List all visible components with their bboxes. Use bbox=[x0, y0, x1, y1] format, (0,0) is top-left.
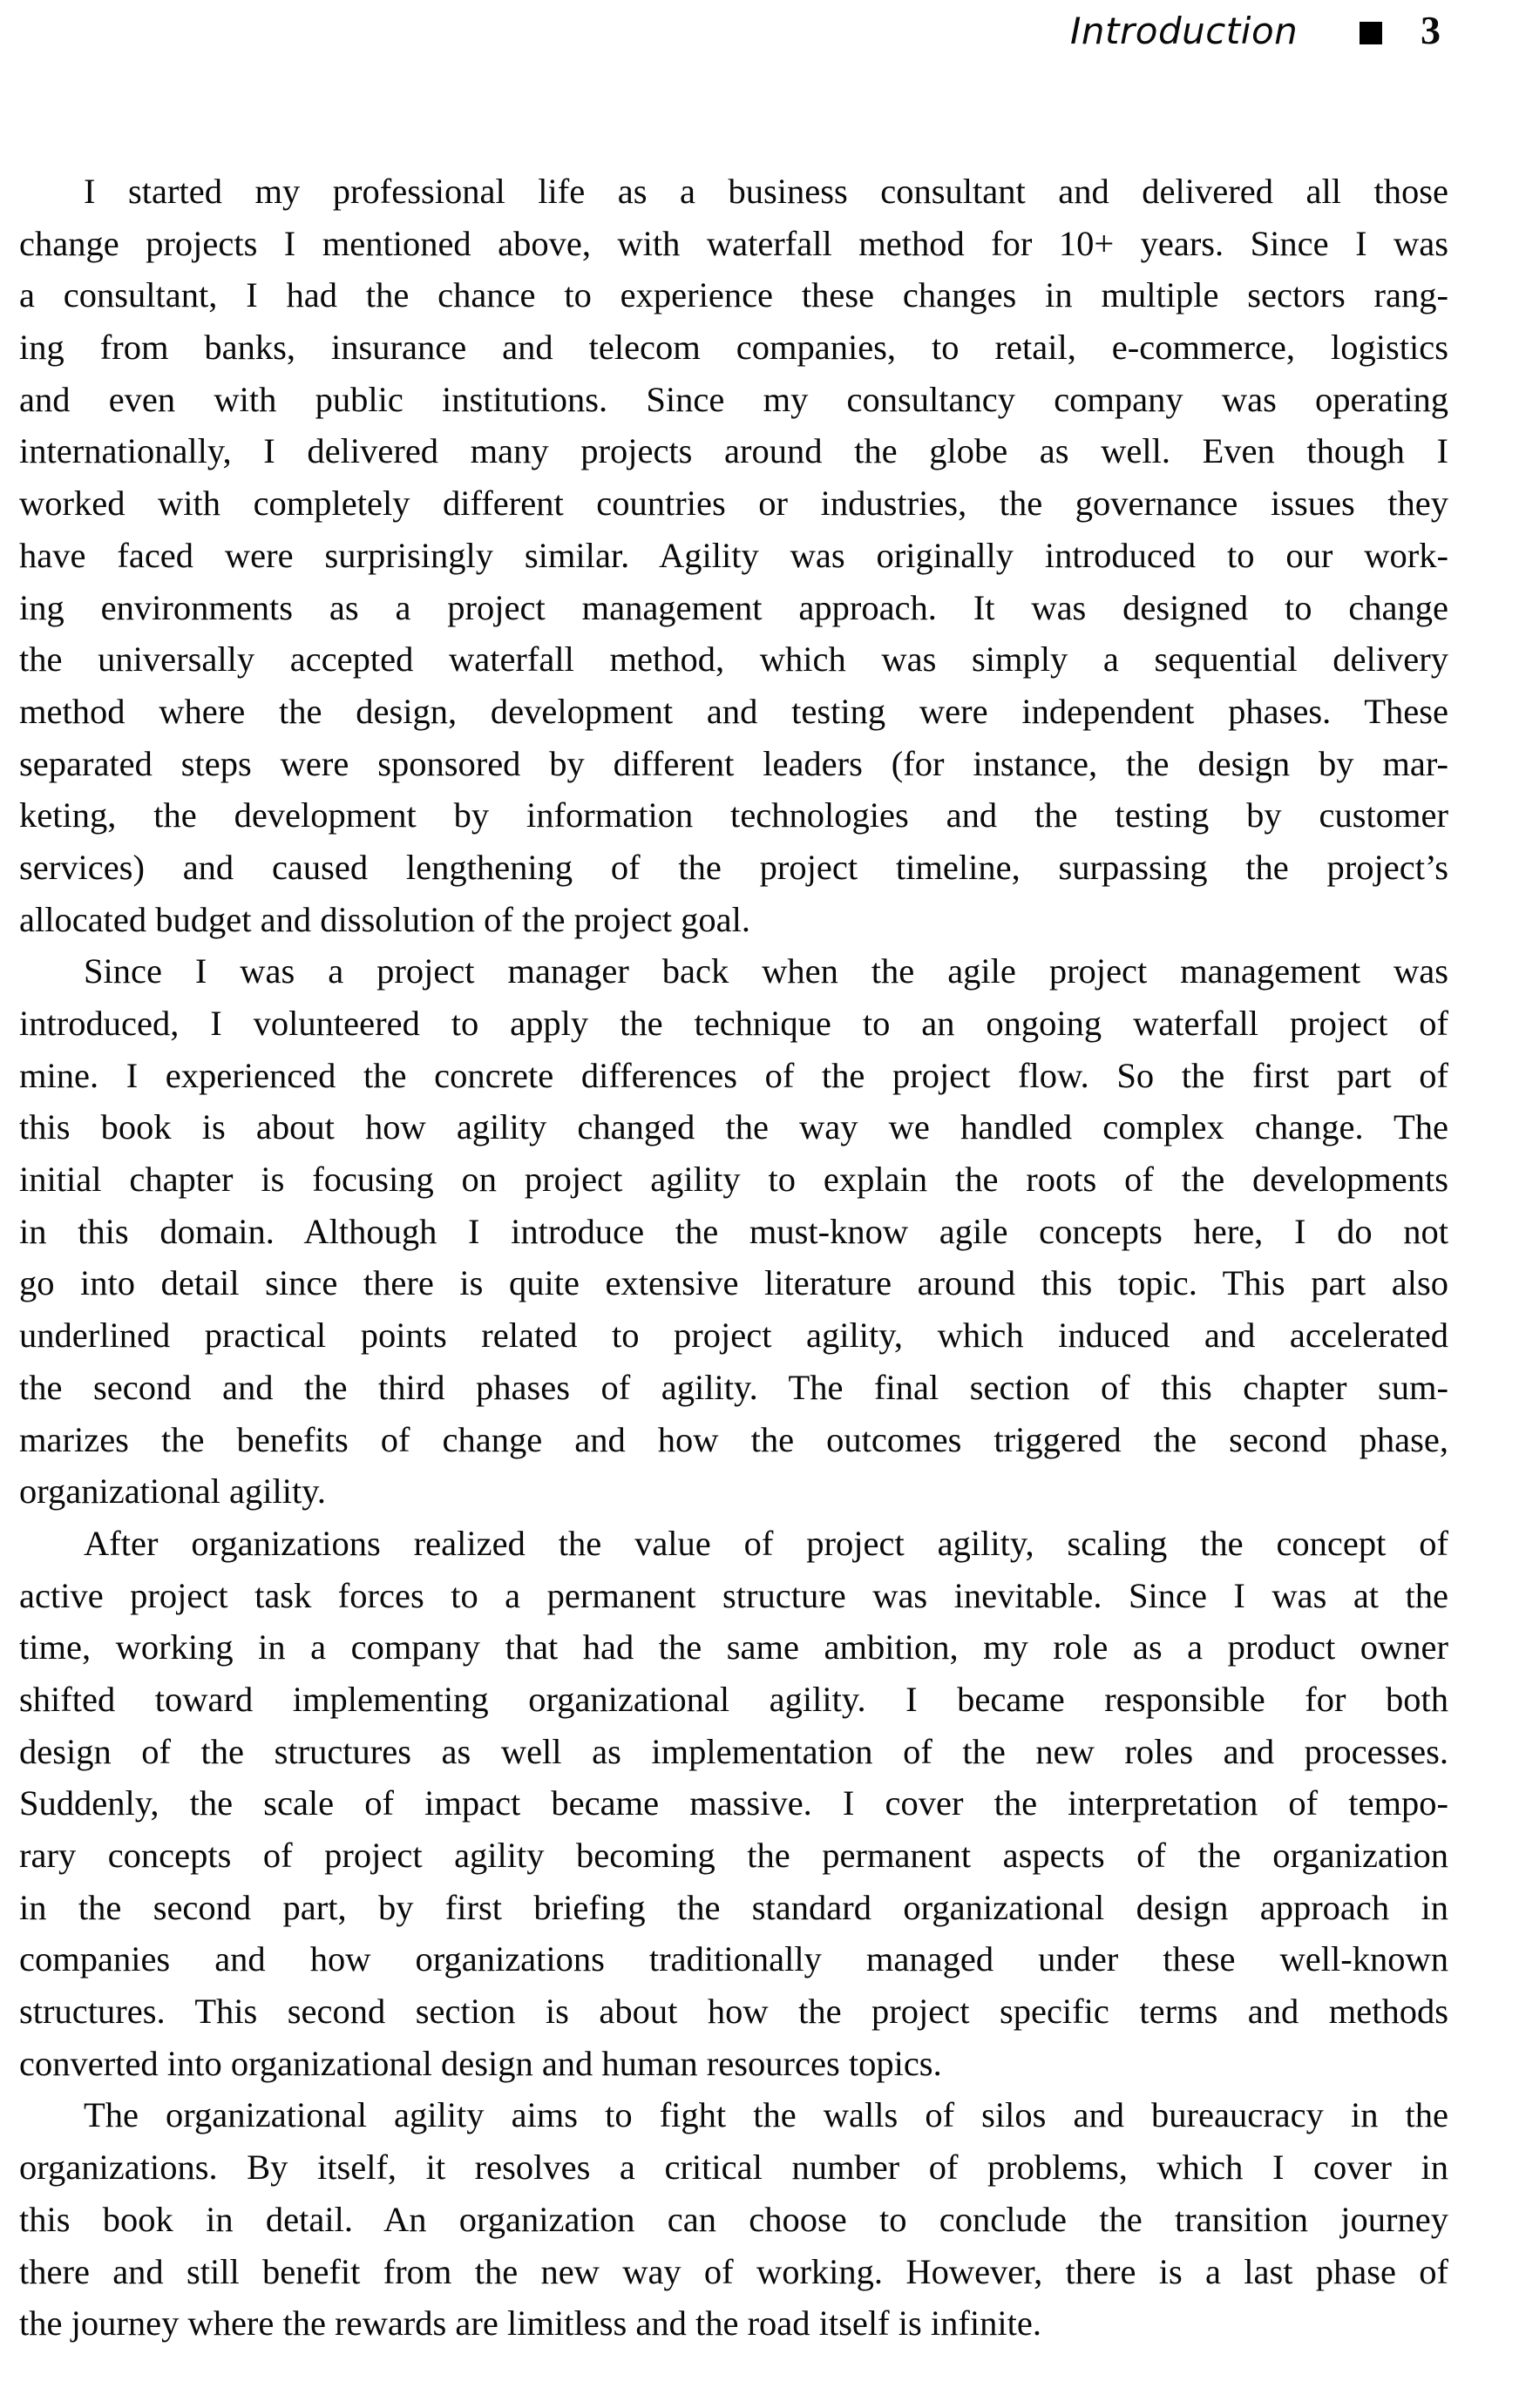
text-line: converted into organizational design and human resources topics. bbox=[19, 2043, 942, 2083]
text-line: allocated budget and dissolution of the project goal. bbox=[19, 899, 751, 939]
paragraph-2 bbox=[19, 945, 1448, 1518]
text-line: there and still benefit from the new way of working. However, there is a last phase of bbox=[19, 2251, 1448, 2291]
text-line: organizational agility. bbox=[19, 1471, 327, 1512]
text-line: ing environments as a project management approach. It was designed to change bbox=[19, 587, 1448, 627]
text-line: go into detail since there is quite extensive literature around this topic. This part also bbox=[19, 1263, 1448, 1303]
text-line: Since I was a project manager back when the agile project management was bbox=[84, 951, 1448, 991]
text-line: After organizations realized the value of project agility, scaling the concept of bbox=[84, 1523, 1448, 1563]
text-line: method where the design, development and testing were independent phases. These bbox=[19, 691, 1448, 731]
text-line: initial chapter is focusing on project agility to explain the roots of the developments bbox=[19, 1160, 1448, 1200]
body-text bbox=[19, 166, 1448, 2350]
text-line: and even with public institutions. Since my consultancy company was operating bbox=[19, 379, 1448, 419]
text-line: Suddenly, the scale of impact became massive. I cover the interpretation of tempo- bbox=[19, 1783, 1448, 1823]
text-line: internationally, I delivered many projects around the globe as well. Even though I bbox=[19, 431, 1448, 471]
page-number: 3 bbox=[1421, 8, 1441, 52]
text-line: separated steps were sponsored by different leaders (for instance, the design by mar- bbox=[19, 743, 1448, 783]
text-line: companies and how organizations traditionally managed under these well-known bbox=[19, 1939, 1448, 1979]
text-line: the journey where the rewards are limitless and the road itself is infinite. bbox=[19, 2303, 1041, 2344]
running-head bbox=[0, 7, 1519, 59]
text-line: The organizational agility aims to fight the walls of silos and bureaucracy in the bbox=[84, 2095, 1448, 2135]
text-line: a consultant, I had the chance to experience these changes in multiple sectors rang- bbox=[19, 275, 1448, 315]
text-line: change projects I mentioned above, with waterfall method for 10+ years. Since I was bbox=[19, 223, 1448, 263]
text-line: the universally accepted waterfall method, which was simply a sequential delivery bbox=[19, 639, 1448, 680]
text-line: design of the structures as well as implementation of the new roles and processes. bbox=[19, 1731, 1448, 1771]
text-line: introduced, I volunteered to apply the technique to an ongoing waterfall project of bbox=[19, 1004, 1448, 1043]
paragraph-1 bbox=[19, 166, 1448, 945]
square-bullet-icon bbox=[1360, 22, 1382, 44]
paragraph-4 bbox=[19, 2089, 1448, 2349]
text-line: organizations. By itself, it resolves a critical number of problems, which I cover in bbox=[19, 2148, 1448, 2188]
text-line: have faced were surprisingly similar. Agility was originally introduced to our work- bbox=[19, 535, 1448, 575]
text-line: underlined practical points related to project agility, which induced and accelerated bbox=[19, 1316, 1448, 1356]
running-head-title: Introduction bbox=[1070, 10, 1299, 52]
text-line: this book in detail. An organization can choose to conclude the transition journey bbox=[19, 2199, 1448, 2239]
text-line: rary concepts of project agility becoming the permanent aspects of the organization bbox=[19, 1836, 1448, 1875]
text-line: shifted toward implementing organizational agility. I became responsible for both bbox=[19, 1679, 1448, 1719]
text-line: I started my professional life as a business consultant and delivered all those bbox=[84, 172, 1448, 211]
text-line: ing from banks, insurance and telecom companies, to retail, e-commerce, logistics bbox=[19, 328, 1448, 368]
text-line: in this domain. Although I introduce the must-know agile concepts here, I do not bbox=[19, 1211, 1448, 1251]
text-line: mine. I experienced the concrete differences of the project flow. So the first part of bbox=[19, 1055, 1448, 1095]
text-line: time, working in a company that had the same ambition, my role as a product owner bbox=[19, 1627, 1448, 1667]
text-line: worked with completely different countries or industries, the governance issues they bbox=[19, 484, 1448, 524]
text-line: the second and the third phases of agility. The final section of this chapter sum- bbox=[19, 1367, 1448, 1407]
text-line: this book is about how agility changed the way we handled complex change. The bbox=[19, 1107, 1448, 1147]
text-line: services) and caused lengthening of the project timeline, surpassing the project’s bbox=[19, 847, 1448, 887]
text-line: structures. This second section is about how the project specific terms and methods bbox=[19, 1992, 1448, 2032]
text-line: active project task forces to a permanent structure was inevitable. Since I was at the bbox=[19, 1575, 1448, 1615]
text-line: marizes the benefits of change and how the outcomes triggered the second phase, bbox=[19, 1419, 1448, 1459]
text-line: in the second part, by first briefing the standard organizational design approach in bbox=[19, 1887, 1448, 1927]
text-line: keting, the development by information technologies and the testing by customer bbox=[19, 795, 1448, 835]
paragraph-3 bbox=[19, 1518, 1448, 2090]
